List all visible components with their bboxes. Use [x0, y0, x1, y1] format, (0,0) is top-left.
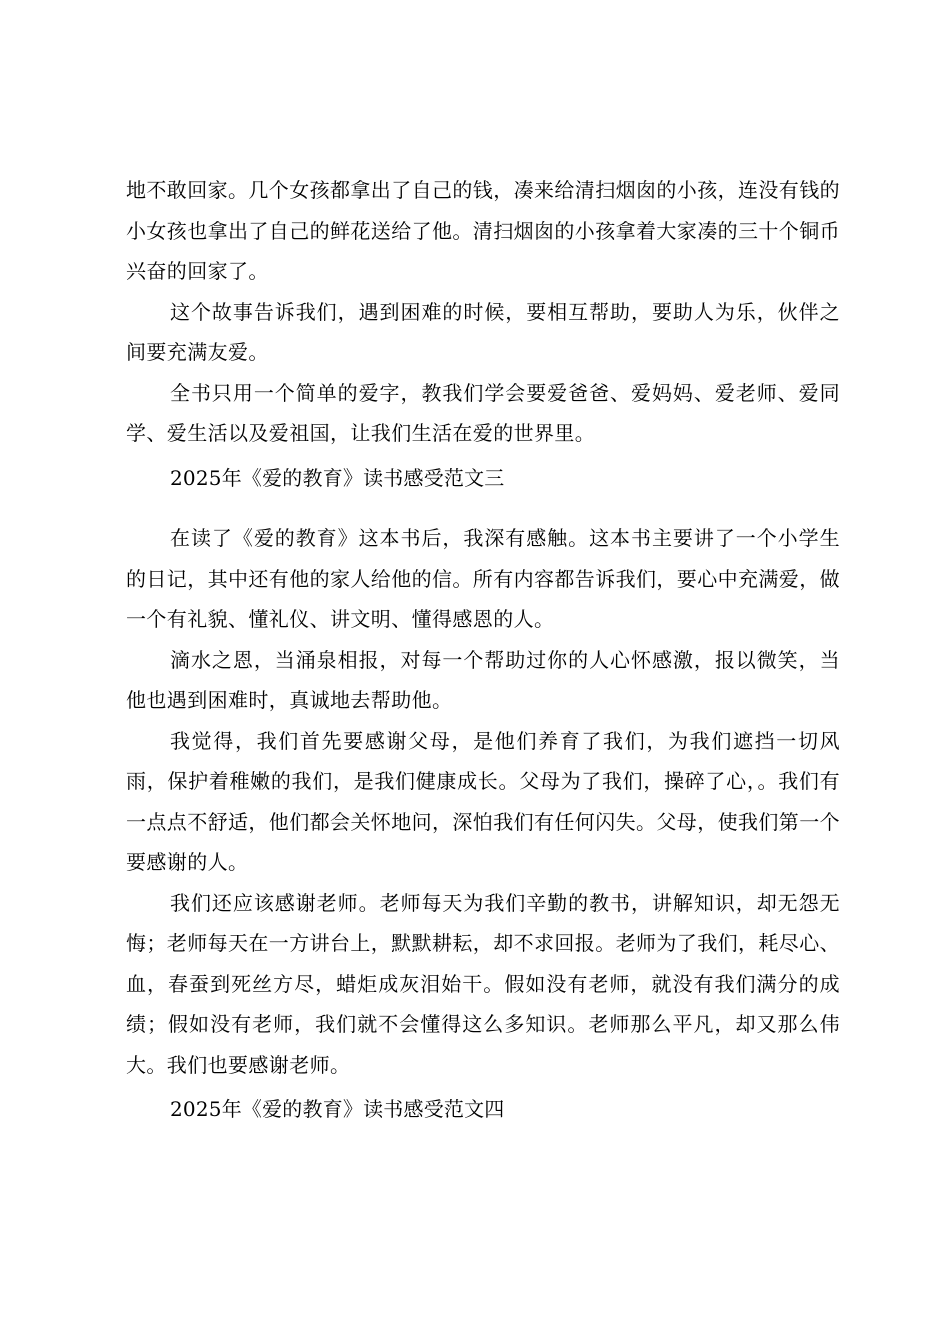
paragraph-essay-three-parents: 我觉得，我们首先要感谢父母，是他们养育了我们，为我们遮挡一切风雨，保护着稚嫩的我们，是我们健康成长。父母为了我们，操碎了心，。我们有一点点不舒适，他们都会关怀地问，深怕我们有任何闪失。父母，使我们第一个要感谢的人。 [126, 728, 840, 874]
section-heading-three: 2025年《爱的教育》读书感受范文三 [170, 465, 505, 490]
paragraph-essay-three-gratitude: 滴水之恩，当涌泉相报，对每一个帮助过你的人心怀感激，报以微笑，当他也遇到困难时，真诚地去帮助他。 [126, 647, 840, 712]
paragraph-essay-three-intro: 在读了《爱的教育》这本书后，我深有感触。这本书主要讲了一个小学生的日记，其中还有他的家人给他的信。所有内容都告诉我们，要心中充满爱，做一个有礼貌、懂礼仪、讲文明、懂得感恩的人。 [126, 526, 840, 631]
spacer [126, 498, 840, 518]
paragraph-book-love: 全书只用一个简单的爱字，教我们学会要爱爸爸、爱妈妈、爱老师、爱同学、爱生活以及爱祖国，让我们生活在爱的世界里。 [126, 380, 840, 445]
section-heading-four: 2025年《爱的教育》读书感受范文四 [170, 1097, 505, 1121]
paragraph-essay-three-teachers: 我们还应该感谢老师。老师每天为我们辛勤的教书，讲解知识，却无怨无悔；老师每天在一方讲台上，默默耕耘，却不求回报。老师为了我们，耗尽心、血，春蚕到死丝方尽，蜡炬成灰泪始干。假如没有老师，就没有我们满分的成绩；假如没有老师，我们就不会懂得这么多知识。老师那么平凡，却又那么伟大。我们也要感谢老师。 [126, 890, 840, 1077]
paragraph-continued-story: 地不敢回家。几个女孩都拿出了自己的钱，凑来给清扫烟囱的小孩，连没有钱的小女孩也拿出了自己的鲜花送给了他。清扫烟囱的小孩拿着大家凑的三十个铜币兴奋的回家了。 [126, 178, 840, 283]
document-body [126, 170, 840, 1130]
paragraph-story-lesson: 这个故事告诉我们，遇到困难的时候，要相互帮助，要助人为乐，伙伴之间要充满友爱。 [126, 299, 840, 364]
